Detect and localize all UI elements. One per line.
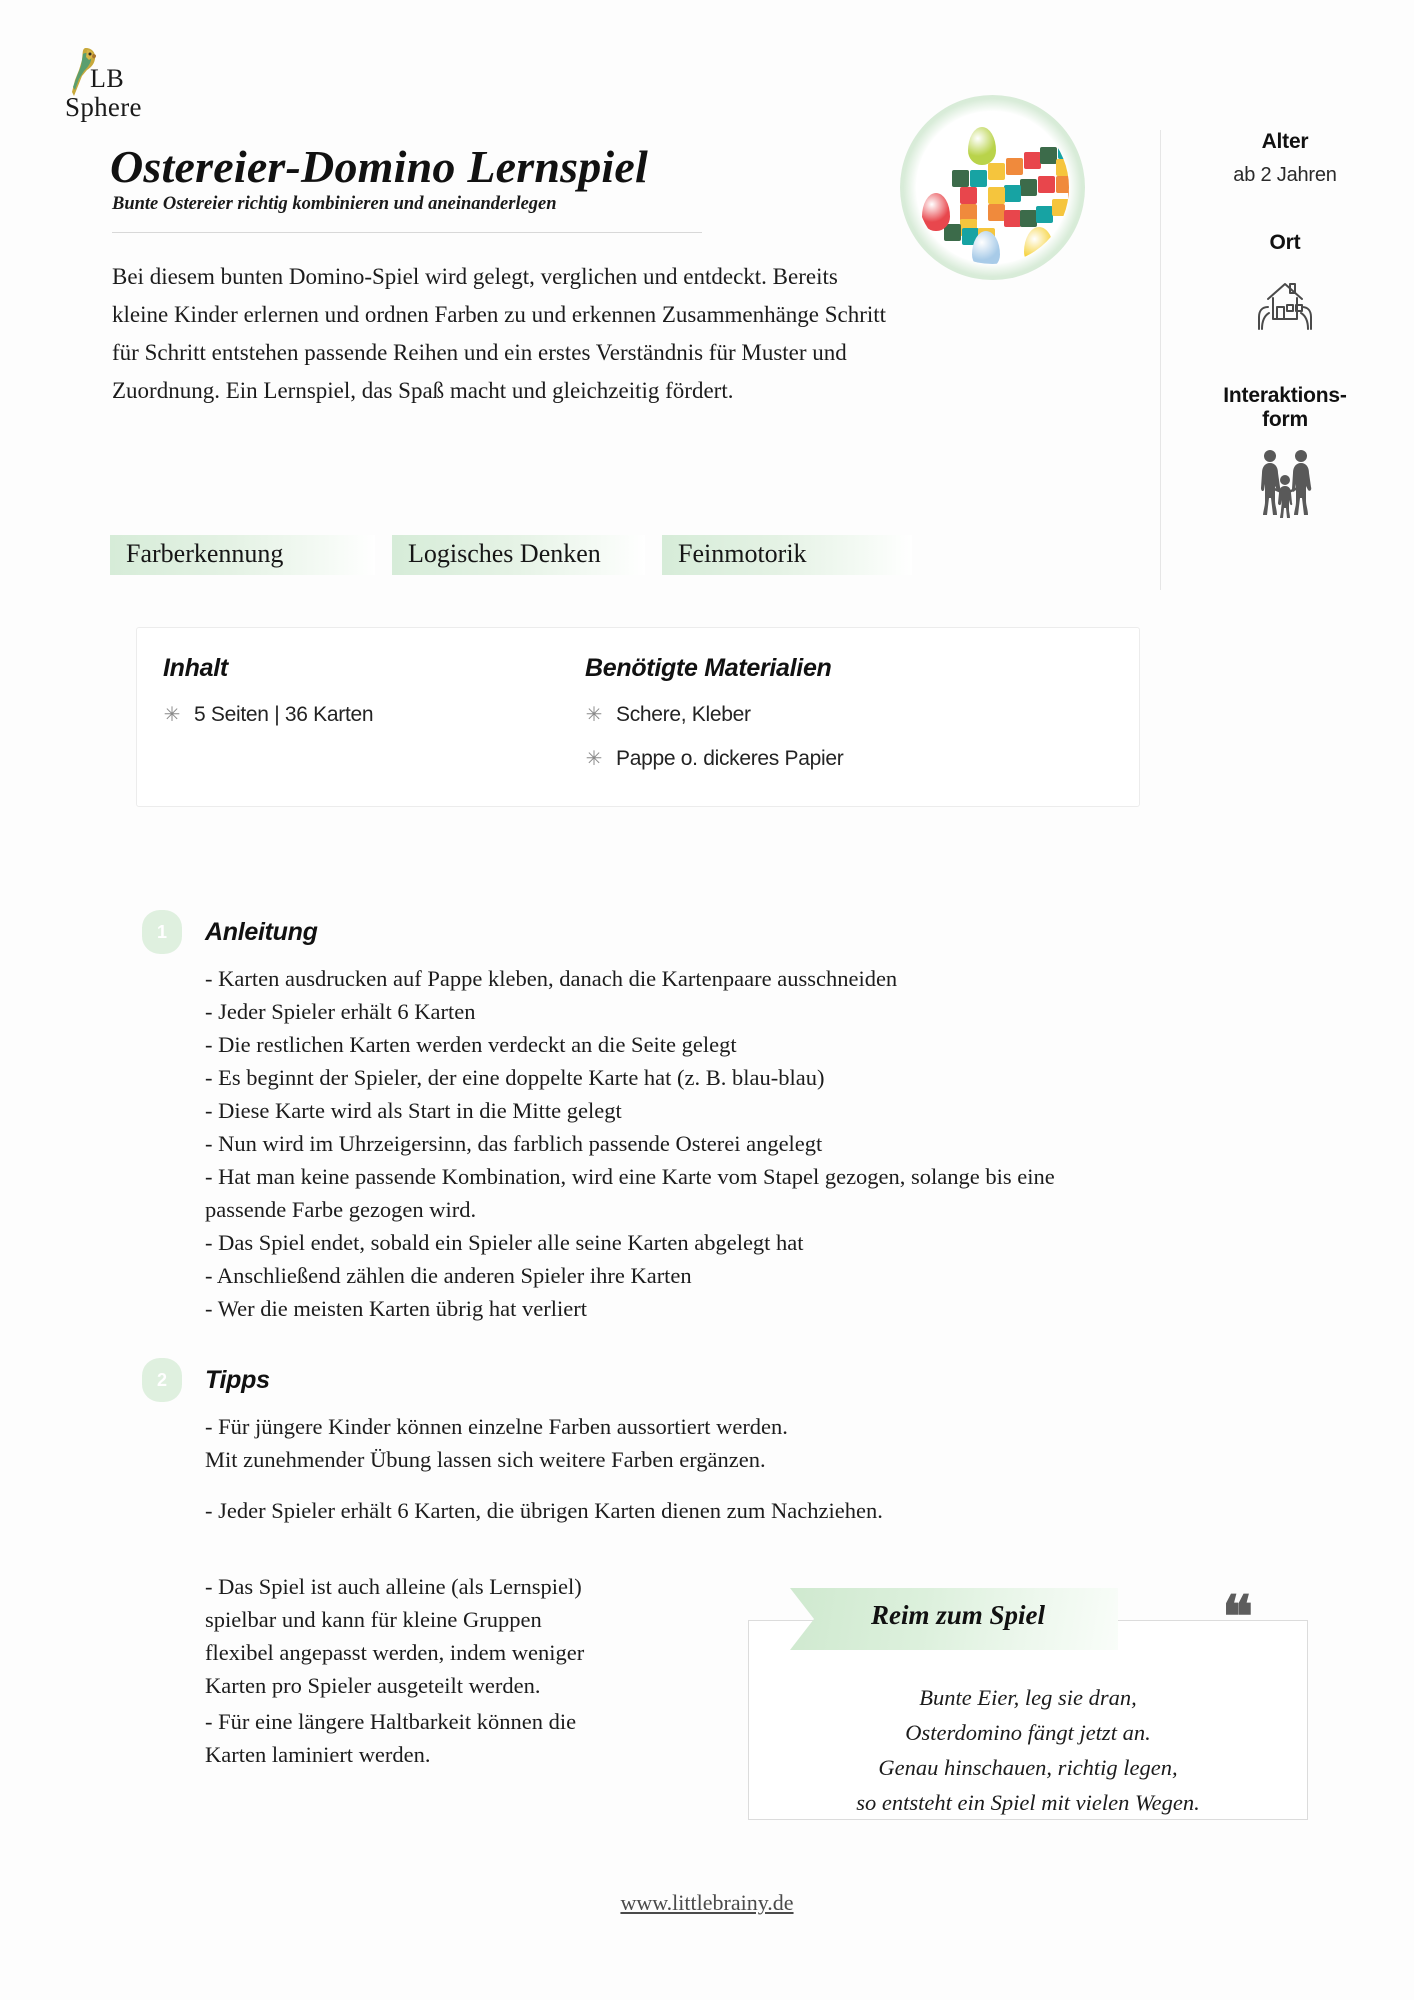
header-divider [112,232,702,233]
tipp-paragraph-4 [205,1705,685,1771]
tip-line: Karten pro Spieler ausgeteilt werden. [205,1673,541,1698]
meta-place-label: Ort [1269,231,1301,254]
instruction-line: - Nun wird im Uhrzeigersinn, das farblich passende Osterei angelegt [205,1131,823,1156]
instruction-line: - Hat man keine passende Kombination, wird eine Karte vom Stapel gezogen, solange bis eine passende Farbe gezogen wird. [205,1164,1055,1222]
instruction-line: - Diese Karte wird als Start in die Mitte gelegt [205,1098,622,1123]
domino-tile [970,170,987,187]
materials-heading: Benötigte Materialien [585,654,832,682]
tip-line: spielbar und kann für kleine Gruppen [205,1607,542,1632]
section-title-tipps: Tipps [205,1366,270,1394]
page-subtitle: Bunte Ostereier richtig kombinieren und aneinanderlegen [112,194,557,214]
list-item-label: Schere, Kleber [616,703,751,726]
starburst-bullet-icon: ✳ [585,748,603,770]
instruction-line: - Wer die meisten Karten übrig hat verliert [205,1296,588,1321]
easter-domino-illustration [900,95,1085,280]
tip-line: flexibel angepasst werden, indem weniger [205,1640,585,1665]
tip-line: - Jeder Spieler erhält 6 Karten, die übrigen Karten dienen zum Nachziehen. [205,1498,883,1523]
meta-age [1170,130,1400,187]
red-egg [922,193,950,231]
domino-tile [988,204,1005,221]
info-card [136,627,1140,807]
skill-tag-label: Farberkennung [126,539,284,568]
blue-egg [972,231,1000,264]
skill-tag [110,535,375,575]
instruction-line: - Das Spiel endet, sobald ein Spieler alle seine Karten abgelegt hat [205,1230,804,1255]
tip-line: Mit zunehmender Übung lassen sich weitere Farben ergänzen. [205,1447,766,1472]
rhyme-line: Bunte Eier, leg sie dran, [919,1685,1137,1710]
yellow-egg [1024,227,1054,264]
skill-tag-label: Feinmotorik [678,539,807,568]
materials-items [585,703,1085,771]
tip-line: - Für eine längere Haltbarkeit können die [205,1709,577,1734]
instruction-line: - Karten ausdrucken auf Pappe kleben, danach die Kartenpaare ausschneiden [205,966,898,991]
instruction-line: - Jeder Spieler erhält 6 Karten [205,999,476,1024]
brand-line2: Sphere [65,92,142,122]
rhyme-ribbon-label: Reim zum Spiel [870,1600,1046,1630]
brand-logo [62,46,242,126]
domino-tile [952,170,969,187]
card-materials-column [585,654,1085,771]
domino-tile [1056,176,1069,193]
footer-website-link[interactable]: www.littlebrainy.de [620,1890,794,1915]
meta-divider [1160,130,1161,590]
green-egg [968,127,996,165]
domino-tile [1024,152,1041,169]
list-item-label: 5 Seiten | 36 Karten [194,703,374,726]
domino-tile [988,163,1005,180]
domino-tile [1004,185,1021,202]
domino-tile [1068,191,1069,208]
starburst-bullet-icon: ✳ [585,704,603,726]
brand-line1: LB [90,64,125,93]
section-badge-1: 1 [142,910,182,954]
tip-line: - Für jüngere Kinder können einzelne Farben aussortiert werden. [205,1414,788,1439]
intro-paragraph: Bei diesem bunten Domino-Spiel wird gelegt, verglichen und entdeckt. Bereits kleine Kinder erlernen und ordnen Farben zu und erkennen Zusammenhänge Schritt für Schritt entstehen passende Reihen und ein erstes Verständnis für Muster und Zuordnung. Ein Lernspiel, das Spaß macht und gleichzeitig fördert. [112,264,887,403]
meta-interaction-label-2: form [1262,408,1308,431]
list-item [585,747,1085,771]
tipp-paragraph-2 [205,1494,965,1527]
domino-tile [944,224,961,241]
instruction-line: - Es beginnt der Spieler, der eine doppelte Karte hat (z. B. blau-blau) [205,1065,825,1090]
rhyme-line: so entsteht ein Spiel mit vielen Wegen. [856,1790,1200,1815]
domino-tile [1004,210,1021,227]
tipp-paragraph-1 [205,1410,965,1476]
instruction-line: - Anschließend zählen die anderen Spieler ihre Karten [205,1263,692,1288]
card-content-column [163,654,593,727]
skill-tag [392,535,645,575]
domino-tile [1056,159,1069,176]
rhyme-lines [748,1680,1308,1820]
domino-tile [1036,206,1053,223]
section-title-anleitung: Anleitung [205,918,318,946]
page-title: Ostereier-Domino Lernspiel [110,141,648,192]
domino-tile [988,187,1005,204]
list-item-label: Pappe o. dickeres Papier [616,747,844,770]
illustration-canvas [916,111,1069,264]
meta-interaction-label-1: Interaktions- [1223,384,1347,407]
rhyme-line: Genau hinschauen, richtig legen, [878,1755,1178,1780]
instruction-line: - Die restlichen Karten werden verdeckt an die Seite gelegt [205,1032,737,1057]
meta-sidebar [1170,130,1400,551]
skill-tag [662,535,912,575]
list-item [163,703,593,727]
section-badge-2: 2 [142,1358,182,1402]
domino-tile [1020,179,1037,196]
content-items [163,703,593,727]
house-in-hands-icon [1246,269,1324,339]
skill-tag-label: Logisches Denken [408,539,601,568]
domino-tile [1038,176,1055,193]
domino-tile [960,187,977,204]
content-heading: Inhalt [163,654,228,682]
rhyme-line: Osterdomino fängt jetzt an. [905,1720,1151,1745]
tip-line: - Das Spiel ist auch alleine (als Lernspiel) [205,1574,582,1599]
list-item [585,703,1085,727]
quote-icon: ❝ [1222,1585,1252,1650]
meta-age-label: Alter [1261,130,1309,153]
family-silhouette-icon [1246,446,1324,520]
meta-interaction [1170,384,1400,525]
meta-age-value: ab 2 Jahren [1233,164,1337,186]
meta-place [1170,231,1400,344]
domino-tile [1020,210,1037,227]
starburst-bullet-icon: ✳ [163,704,181,726]
domino-tile [1052,199,1069,216]
domino-tile [1040,147,1057,164]
tip-line: Karten laminiert werden. [205,1742,431,1767]
tipp-paragraph-3 [205,1570,685,1702]
domino-tile [1006,158,1023,175]
skill-tags [110,535,1140,575]
anleitung-lines [205,962,1140,1325]
domino-tile [1058,142,1069,159]
